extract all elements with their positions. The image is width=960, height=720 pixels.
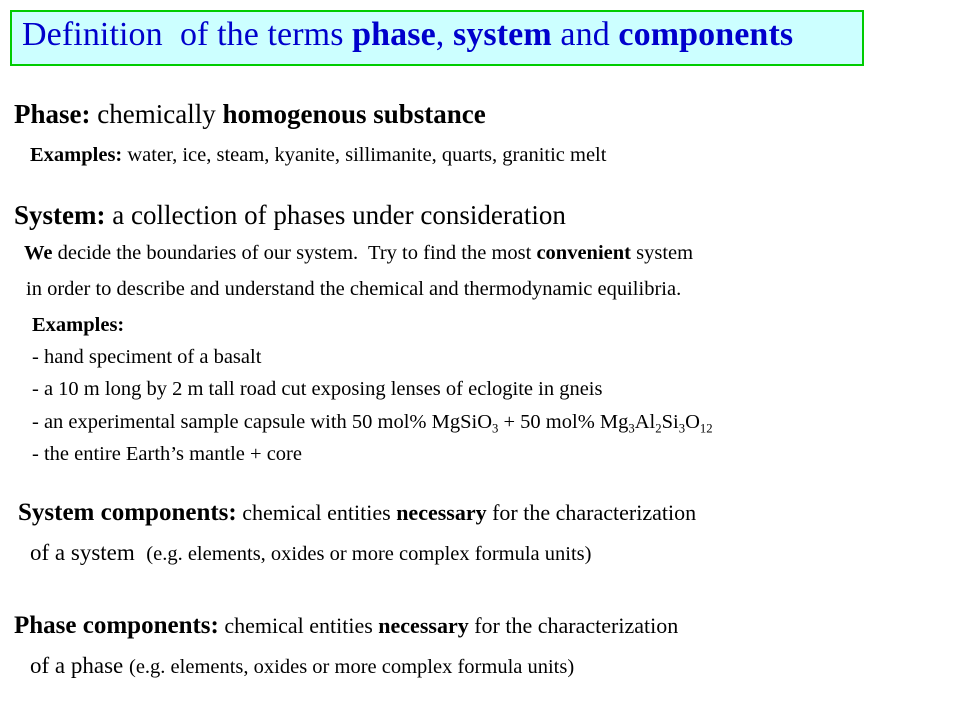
ex3-b: + 50 mol% Mg <box>498 411 629 433</box>
ex3-d: Si <box>661 411 679 433</box>
pc-line2-a: of a phase <box>30 653 129 678</box>
ex3-sub3: 2 <box>655 421 662 436</box>
phase-examples-label: Examples: <box>30 144 123 166</box>
system-line1-b: decide the boundaries of our system. Try to find the most <box>52 242 537 264</box>
phase-text1: chemically <box>90 99 223 129</box>
phase-components-label: Phase components: <box>14 612 219 639</box>
phase-components-line2 <box>30 653 574 679</box>
sc-line2-b: (e.g. elements, oxides or more complex formula units) <box>146 543 592 565</box>
system-line1-convenient: convenient <box>536 242 631 264</box>
system-line2: in order to describe and understand the chemical and thermodynamic equilibria. <box>26 278 682 300</box>
phase-label: Phase: <box>14 99 91 129</box>
sc-text1: chemical entities <box>236 500 397 525</box>
system-components-line2 <box>30 540 591 566</box>
pc-line2-b: (e.g. elements, oxides or more complex formula units) <box>129 656 575 678</box>
ex3-a: - an experimental sample capsule with 50 mol% MgSiO <box>32 411 493 433</box>
pc-text2: necessary <box>378 613 469 638</box>
phase-examples-text: water, ice, steam, kyanite, sillimanite, quarts, granitic melt <box>122 144 607 166</box>
system-examples-label <box>32 314 124 337</box>
system-line1 <box>24 242 693 265</box>
sc-text2: necessary <box>396 500 487 525</box>
system-components-heading <box>18 499 696 527</box>
title-prefix: Definition of the terms <box>22 16 353 53</box>
ex3-sub4: 3 <box>678 421 686 436</box>
phase-text2: homogenous substance <box>222 99 486 129</box>
phase-examples <box>30 144 606 167</box>
system-label: System: <box>14 200 106 230</box>
title-and: and <box>551 16 619 53</box>
system-components-label: System components: <box>18 499 237 526</box>
system-text: a collection of phases under consideration <box>105 200 566 230</box>
ex3-c: Al <box>634 411 656 433</box>
slide-title <box>22 16 793 54</box>
title-system: system <box>453 16 552 53</box>
ex3-sub2: 3 <box>628 421 635 436</box>
ex3-sub5: 12 <box>699 421 713 436</box>
pc-text3: for the characterization <box>468 613 679 638</box>
sc-line2-a: of a system <box>30 540 147 565</box>
system-examples-label-text: Examples: <box>32 314 125 336</box>
system-example-4: - the entire Earth’s mantle + core <box>32 443 302 465</box>
ex3-e: O <box>685 411 700 433</box>
sc-text3: for the characterization <box>486 500 697 525</box>
system-line1-d: system <box>630 242 694 264</box>
pc-text1: chemical entities <box>218 613 379 638</box>
system-line1-we: We <box>24 242 53 264</box>
title-phase: phase <box>352 16 436 53</box>
system-example-2: - a 10 m long by 2 m tall road cut exposing lenses of eclogite in gneis <box>32 378 603 400</box>
system-heading <box>14 200 566 231</box>
title-components: components <box>618 16 794 53</box>
system-example-3 <box>32 411 713 434</box>
ex3-sub1: 3 <box>492 421 499 436</box>
system-example-1: - hand speciment of a basalt <box>32 346 262 368</box>
phase-heading <box>14 99 486 130</box>
phase-components-heading <box>14 612 678 640</box>
title-sep: , <box>435 16 453 53</box>
